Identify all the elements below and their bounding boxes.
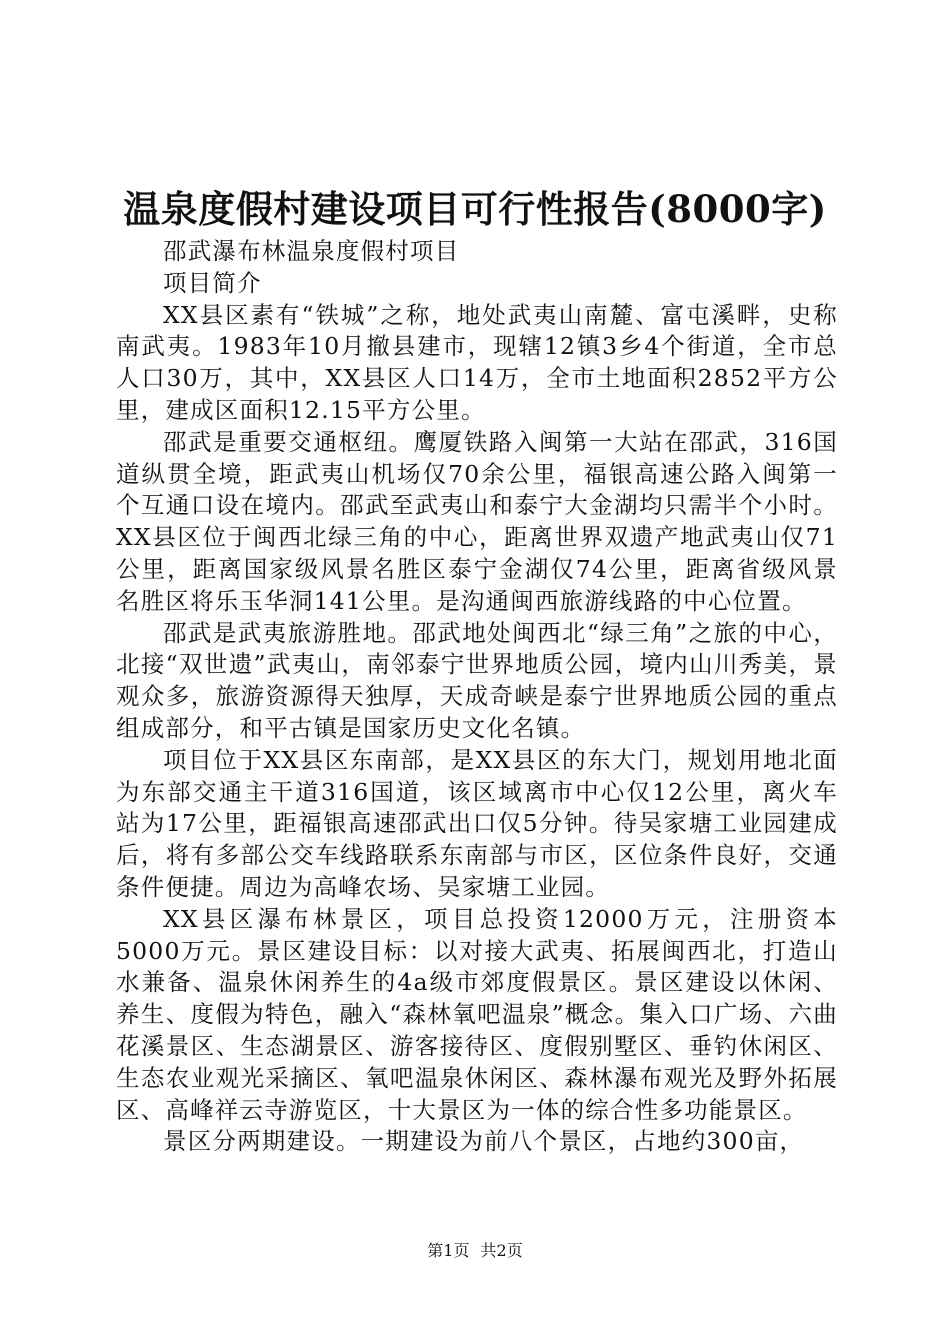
document-title: 温泉度假村建设项目可行性报告(8000字): [123, 187, 827, 231]
paragraph-overview: XX县区素有“铁城”之称，地处武夷山南麓、富屯溪畔，史称南武夷。1983年10月撤县建市，现辖12镇3乡4个街道，全市总人口30万，其中，XX县区人口14万，全市土地面积2852平方公里，建成区面积12.15平方公里。: [116, 300, 838, 424]
document-body: [116, 236, 838, 1158]
paragraph-section-heading: 项目简介: [163, 268, 262, 297]
paragraph-tourism: 邵武是武夷旅游胜地。邵武地处闽西北“绿三角”之旅的中心，北接“双世遗”武夷山，南邻泰宁世界地质公园，境内山川秀美，景观众多，旅游资源得天独厚，天成奇峡是泰宁世界地质公园的重点组成部分，和平古镇是国家历史文化名镇。: [116, 618, 838, 742]
paragraph-project-name: 邵武瀑布林温泉度假村项目: [163, 237, 460, 265]
page-total: 共2页: [480, 1241, 523, 1260]
paragraph-phases: 景区分两期建设。一期建设为前八个景区，占地约300亩，: [163, 1127, 805, 1156]
paragraph-scenic-area: XX县区瀑布林景区，项目总投资12000万元，注册资本5000万元。景区建设目标：以对接大武夷、拓展闽西北，打造山水兼备、温泉休闲养生的4a级市郊度假景区。景区建设以休闲、养生、度假为特色，融入“森林氧吧温泉”概念。集入口广场、六曲花溪景区、生态湖景区、游客接待区、度假别墅区、垂钓休闲区、生态农业观光采摘区、氧吧温泉休闲区、森林瀑布观光及野外拓展区、高峰祥云寺游览区，十大景区为一体的综合性多功能景区。: [116, 904, 838, 1124]
paragraph-location: 项目位于XX县区东南部，是XX县区的东大门，规划用地北面为东部交通主干道316国道，该区域离市中心仅12公里，离火车站为17公里，距福银高速邵武出口仅5分钟。待吴家塘工业园建成后，将有多部公交车线路联系东南部与市区，区位条件良好，交通条件便捷。周边为高峰农场、吴家塘工业园。: [116, 745, 838, 901]
paragraph-transport: 邵武是重要交通枢纽。鹰厦铁路入闽第一大站在邵武，316国道纵贯全境，距武夷山机场仅70余公里，福银高速公路入闽第一个互通口设在境内。邵武至武夷山和泰宁大金湖均只需半个小时。XX县区位于闽西北绿三角的中心，距离世界双遗产地武夷山仅71公里，距离国家级风景名胜区泰宁金湖仅74公里，距离省级风景名胜区将乐玉华洞141公里。是沟通闽西旅游线路的中心位置。: [116, 427, 838, 615]
page-footer: [0, 1240, 950, 1262]
page-number: 第1页: [427, 1241, 470, 1260]
